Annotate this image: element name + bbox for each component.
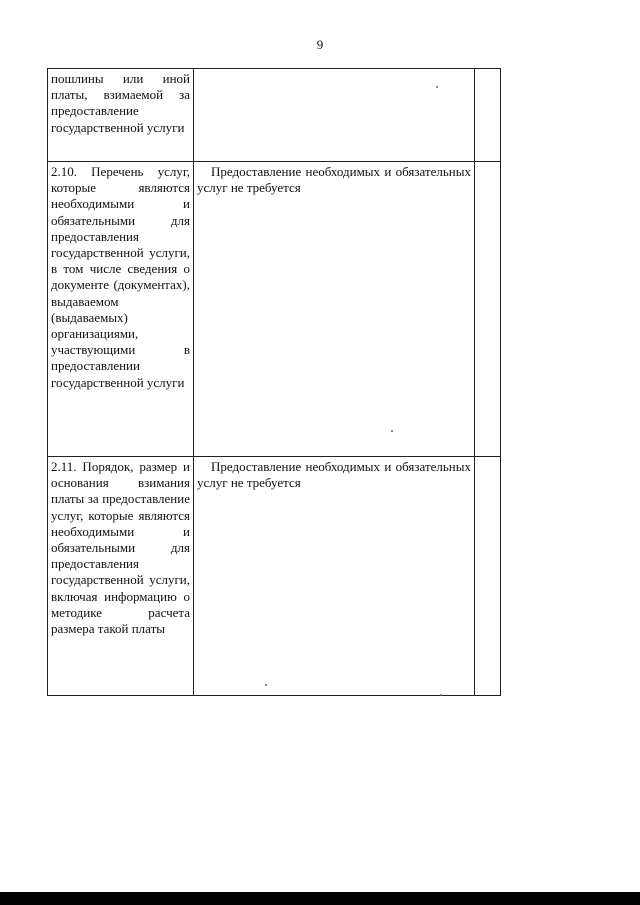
scan-speck [265, 684, 267, 686]
table-cell-description: 2.10. Перечень услуг, которые являются необходимыми и обязательными для предоставления государственной услуги, в том числе сведения о документе (документах), выдаваемом (выдаваемых) организациями, участвующими в предоставлении государственной услуги [48, 162, 194, 457]
table-cell-description: пошлины или иной платы, взимаемой за предоставление государственной услуги [48, 69, 194, 162]
table-row [48, 457, 501, 696]
scan-edge-bar [0, 892, 640, 905]
table-cell-extra [475, 457, 501, 696]
scan-speck [391, 430, 393, 432]
table-cell-content: Предоставление необходимых и обязательных услуг не требуется [194, 162, 475, 457]
table-cell-description: 2.11. Порядок, размер и основания взимания платы за предоставление услуг, которые являются необходимыми и обязательными для предоставления государственной услуги, включая информацию о методике расчета размера такой платы [48, 457, 194, 696]
scan-speck [436, 86, 438, 88]
regulation-table [47, 68, 501, 696]
table-cell-content: Предоставление необходимых и обязательных услуг не требуется [194, 457, 475, 696]
page-number: 9 [316, 37, 324, 52]
table-row [48, 162, 501, 457]
table-cell-content [194, 69, 475, 162]
table-row [48, 69, 501, 162]
table-cell-extra [475, 69, 501, 162]
scan-speck [440, 694, 442, 696]
table-cell-extra [475, 162, 501, 457]
